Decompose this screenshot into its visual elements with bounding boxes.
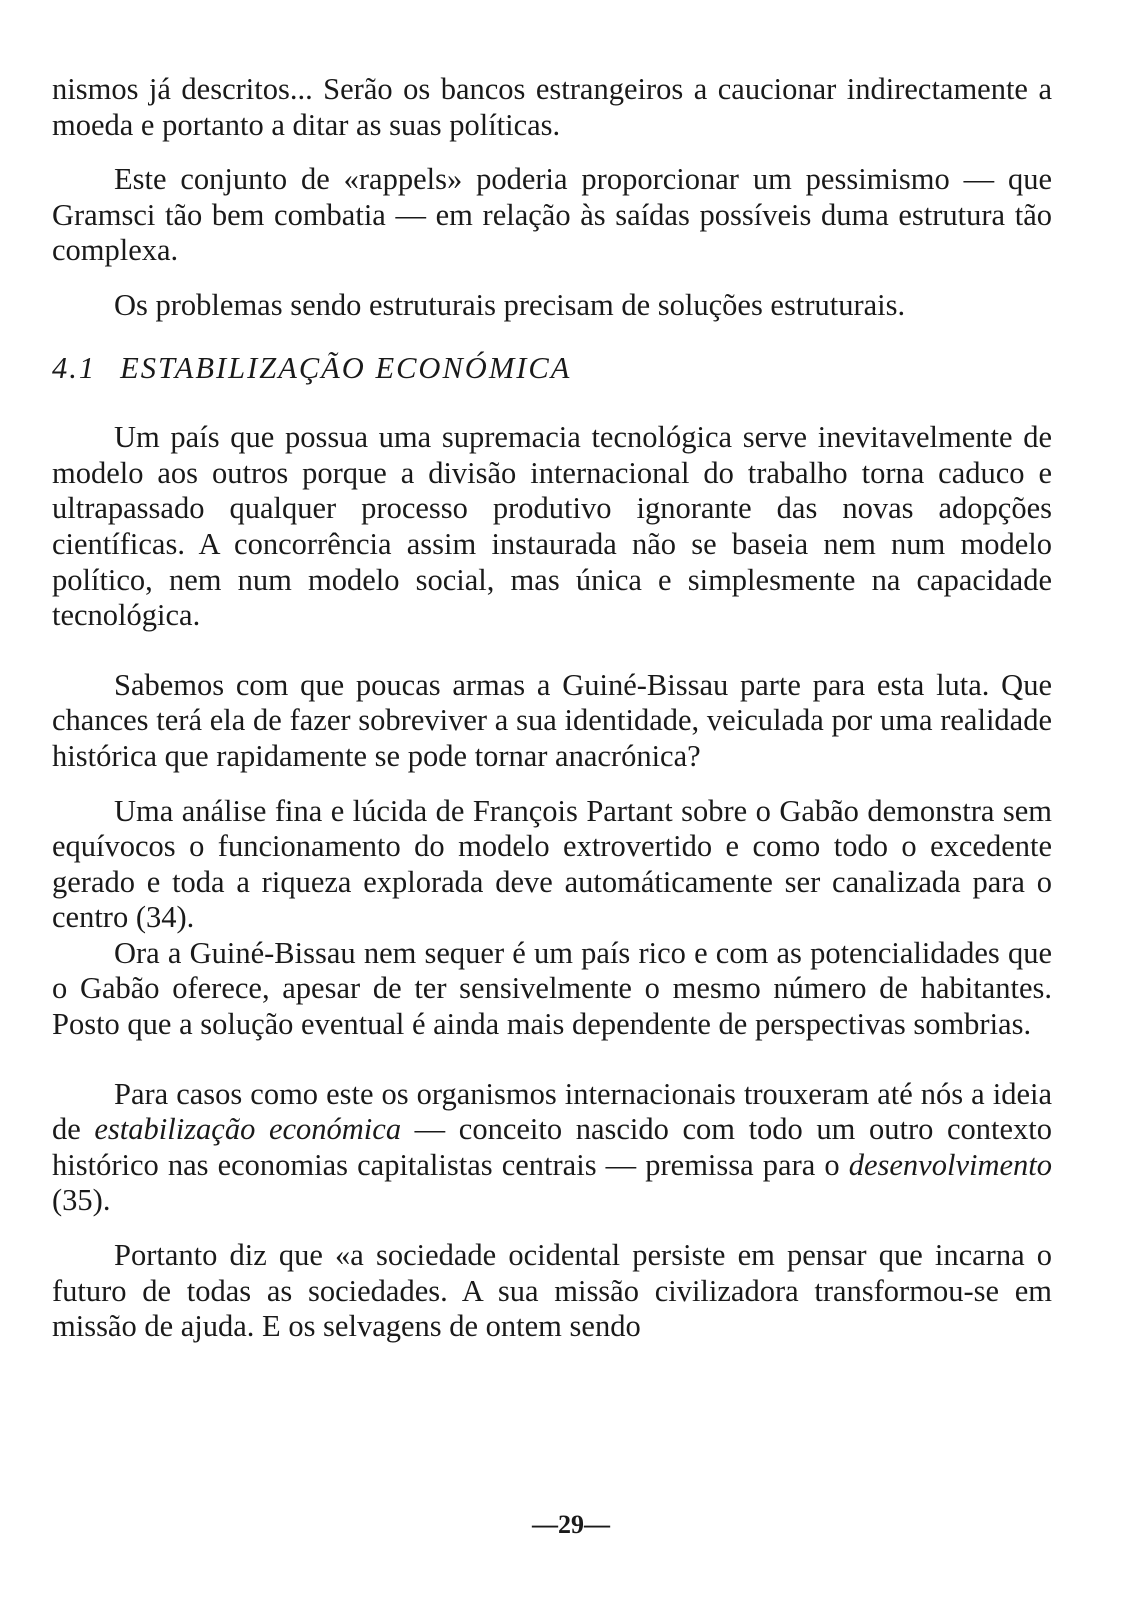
paragraph: Ora a Guiné-Bissau nem sequer é um país rico e com as potencialidades que o Gabão oferece, apesar de ter sensivelmente o mesmo número de habitantes. Posto que a solução eventual é ainda mais dependente de perspectivas sombrias. [52,935,1052,1042]
paragraph [52,1077,1052,1219]
page-body [52,72,1052,1345]
paragraph: nismos já descritos... Serão os bancos estrangeiros a caucionar indirectamente a moeda e portanto a ditar as suas políticas. [52,72,1052,142]
section-number: 4.1 [52,350,97,385]
paragraph: Uma análise fina e lúcida de François Partant sobre o Gabão demonstra sem equívocos o funcionamento do modelo extrovertido e como todo o excedente gerado e toda a riqueza explorada deve automáticamente ser canalizada para o centro (34). [52,793,1052,935]
section-title: ESTABILIZAÇÃO ECONÓMICA [120,350,572,385]
paragraph: Portanto diz que «a sociedade ocidental persiste em pensar que incarna o futuro de todas as sociedades. A sua missão civilizadora transformou-se em missão de ajuda. E os selvagens de ontem sendo [52,1238,1052,1344]
paragraph: Este conjunto de «rappels» poderia proporcionar um pessimismo — que Gramsci tão bem combatia — em relação às saídas possíveis duma estrutura tão complexa. [52,162,1052,268]
italic-term: estabilização económica [94,1112,402,1147]
page-number: —29— [532,1510,610,1539]
paragraph: Sabemos com que poucas armas a Guiné-Bissau parte para esta luta. Que chances terá ela de fazer sobreviver a sua identidade, veiculada por uma realidade histórica que rapidamente se pode tornar anacrónica? [52,667,1052,773]
text-run: — conceito nascido com todo um outro contexto histórico nas economias capitalistas centrais — premissa para o [52,1112,1052,1182]
text-run: Para casos como este os organismos internacionais trouxeram até nós a ideia de [52,1076,1052,1147]
section-heading [52,351,1052,387]
paragraph: Os problemas sendo estruturais precisam de soluções estruturais. [114,287,906,322]
text-run: (35). [52,1183,111,1218]
paragraph: Um país que possua uma supremacia tecnológica serve inevitavelmente de modelo aos outros porque a divisão internacional do trabalho torna caduco e ultrapassado qualquer processo produtivo ignorante das novas adopções científicas. A concorrência assim instaurada não se baseia nem num modelo político, nem num modelo social, mas única e simplesmente na capacidade tecnológica. [52,420,1052,633]
italic-term: desenvolvimento [848,1147,1052,1182]
